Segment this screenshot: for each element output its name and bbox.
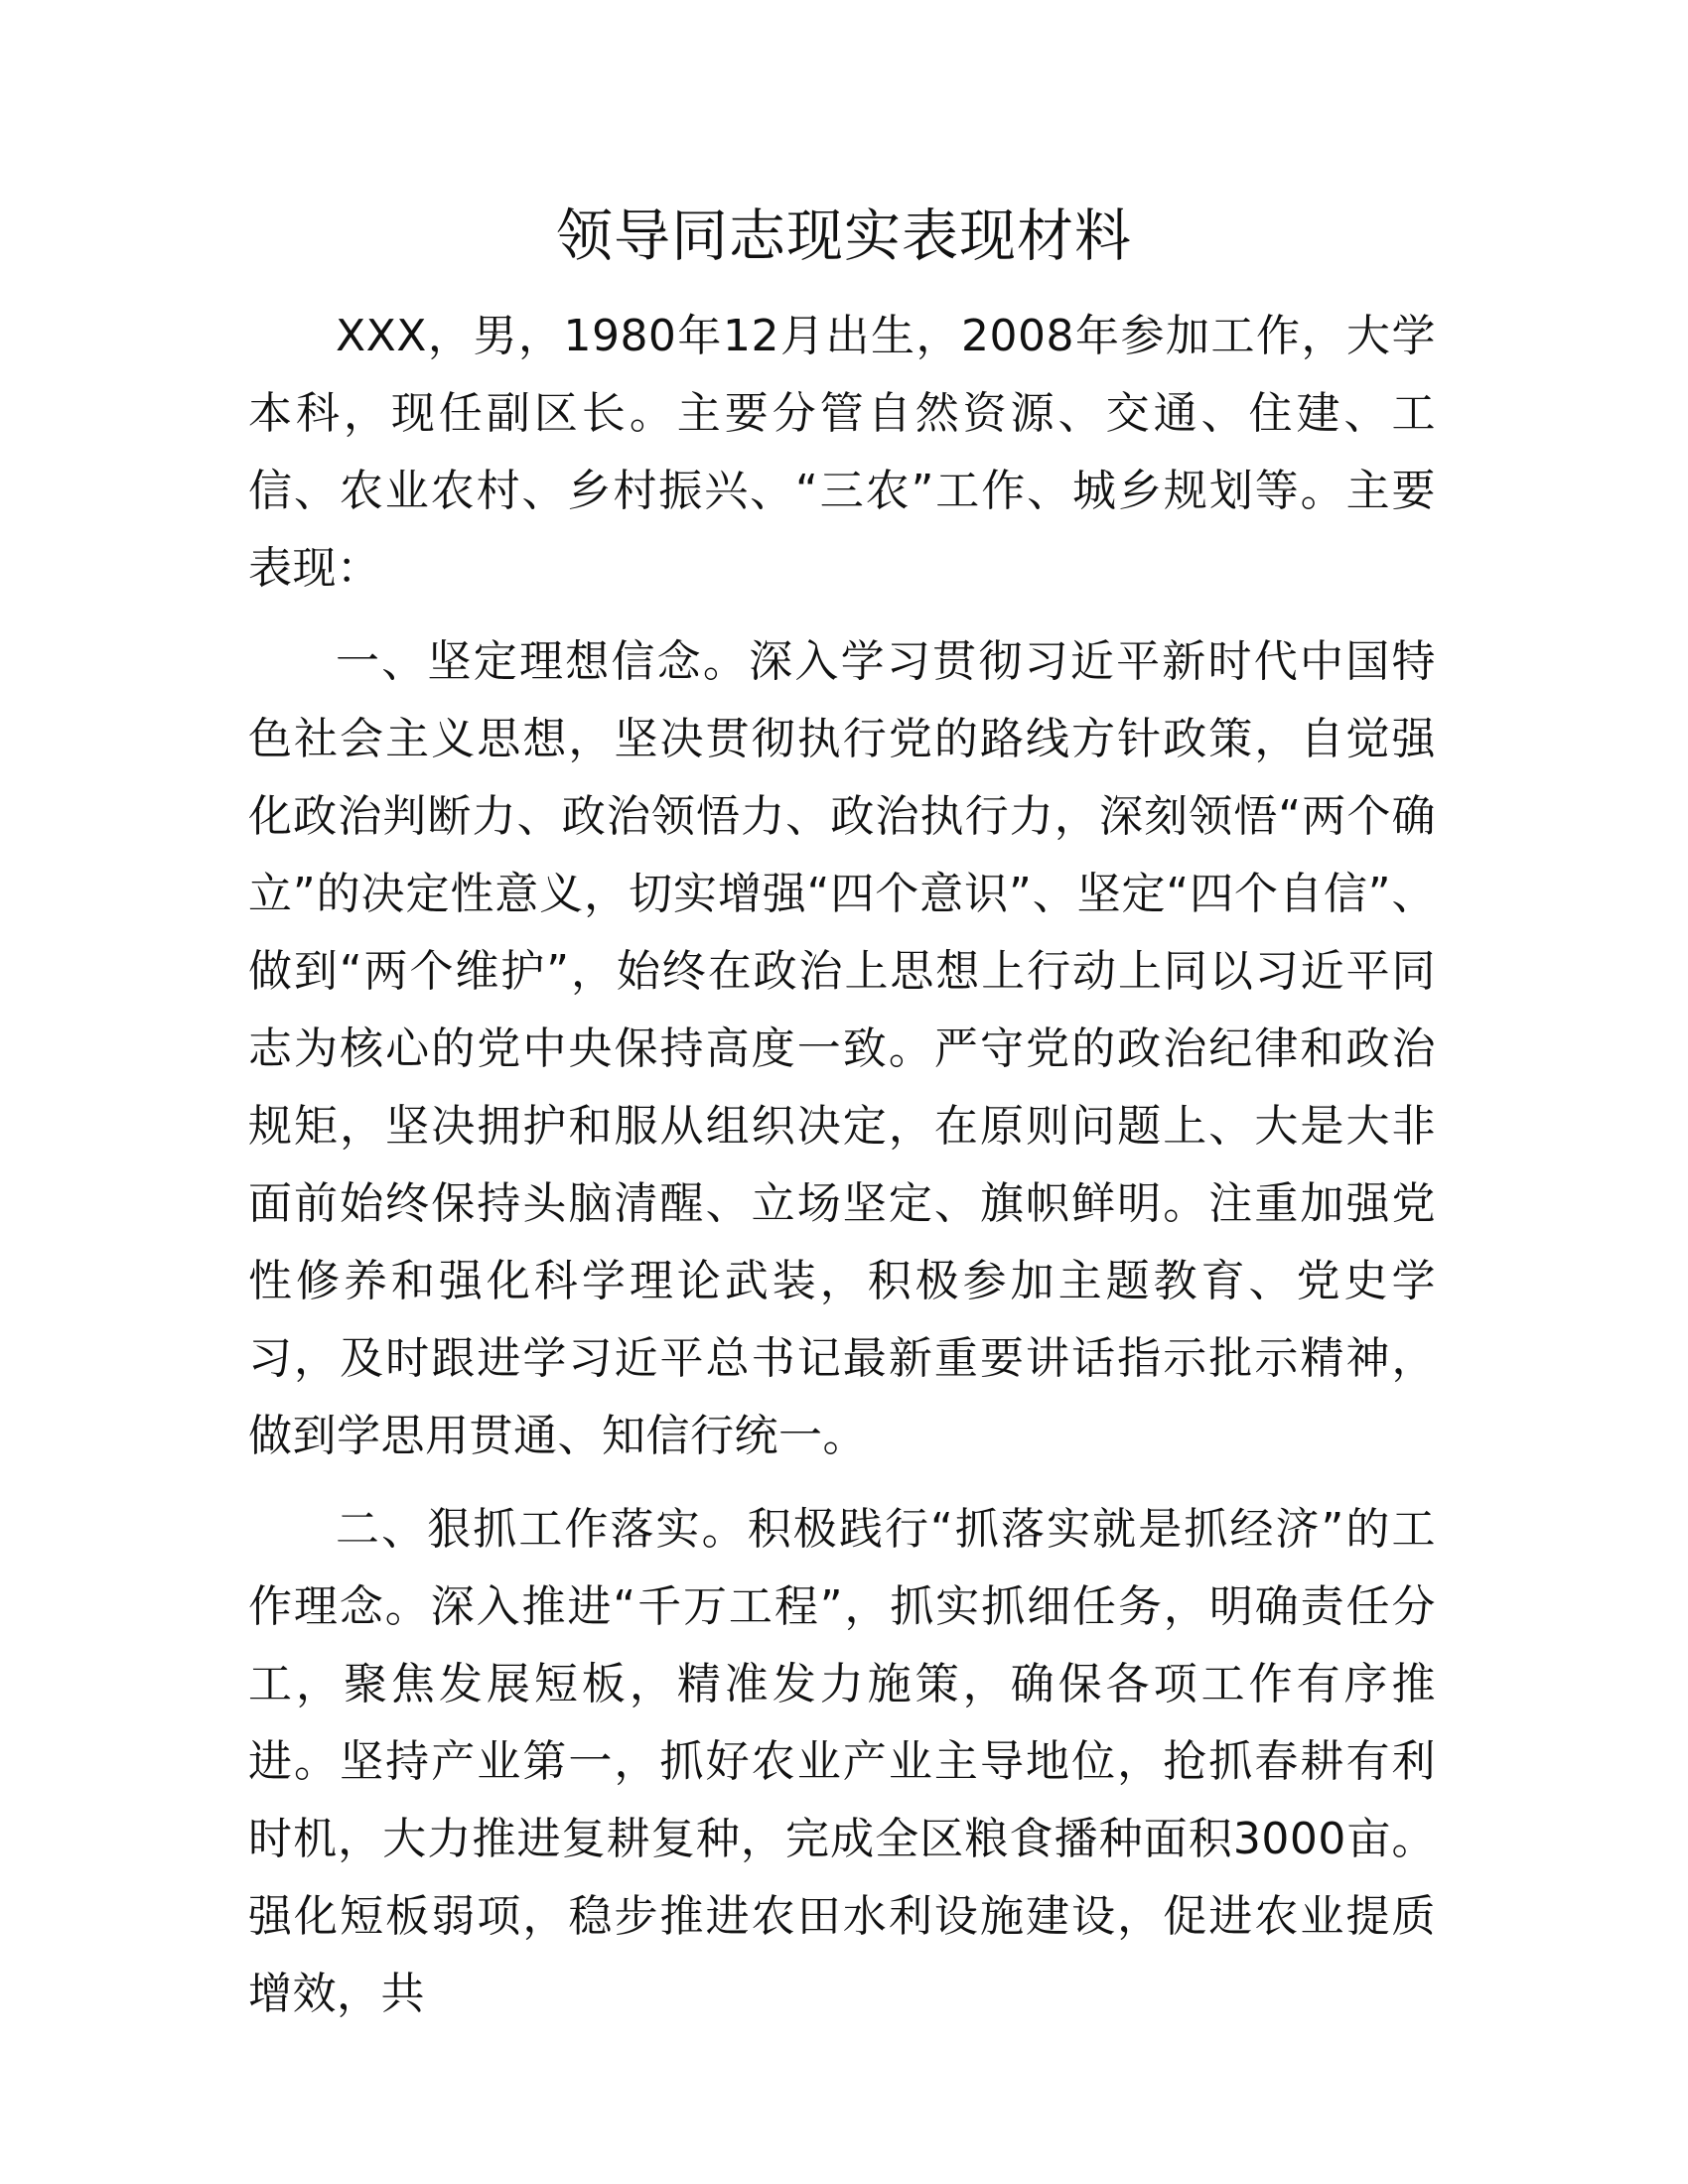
paragraph-ideals: 一、坚定理想信念。深入学习贯彻习近平新时代中国特色社会主义思想，坚决贯彻执行党的路线方针政策，自觉强化政治判断力、政治领悟力、政治执行力，深刻领悟“两个确立”的决定性意义，切实增强“四个意识”、坚定“四个自信”、做到“两个维护”，始终在政治上思想上行动上同以习近平同志为核心的党中央保持高度一致。严守党的政治纪律和政治规矩，坚决拥护和服从组织决定，在原则问题上、大是大非面前始终保持头脑清醒、立场坚定、旗帜鲜明。注重加强党性修养和强化科学理论武装，积极参加主题教育、党史学习，及时跟进学习近平总书记最新重要讲话指示批示精神，做到学思用贯通、知信行统一。 (248, 636, 1436, 1461)
page-title: 领导同志现实表现材料 (556, 204, 1132, 269)
paragraph-work: 二、狠抓工作落实。积极践行“抓落实就是抓经济”的工作理念。深入推进“千万工程”，抓实抓细任务，明确责任分工，聚焦发展短板，精准发力施策，确保各项工作有序推进。坚持产业第一，抓好农业产业主导地位，抢抓春耕有利时机，大力推进复耕复种，完成全区粮食播种面积3000亩。强化短板弱项，稳步推进农田水利设施建设，促进农业提质增效，共 (248, 1504, 1436, 2019)
paragraph-profile: XXX，男，1980年12月出生，2008年参加工作，大学本科，现任副区长。主要分管自然资源、交通、住建、工信、农业农村、乡村振兴、“三农”工作、城乡规划等。主要表现： (248, 311, 1436, 594)
